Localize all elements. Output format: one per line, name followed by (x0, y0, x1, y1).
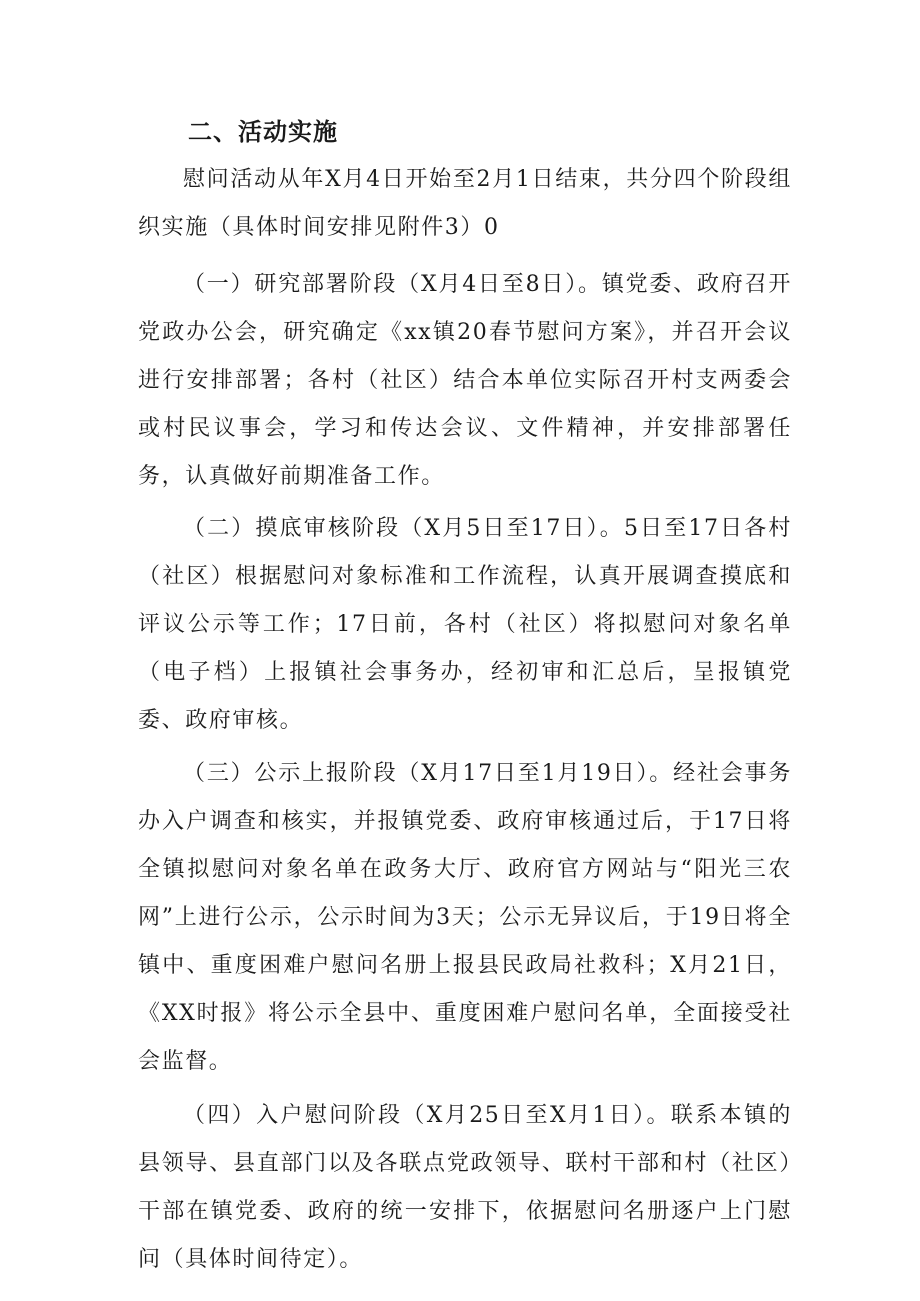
paragraph-stage-1: （一）研究部署阶段（X月4日至8日）。镇党委、政府召开党政办公会，研究确定《xx镇20春节慰问方案》，并召开会议进行安排部署；各村（社区）结合本单位实际召开村支两委会或村民议事会，学习和传达会议、文件精神，并安排部署任务，认真做好前期准备工作。 (138, 272, 792, 489)
paragraph-stage-3: （三）公示上报阶段（X月17日至1月19日）。经社会事务办入户调查和核实，并报镇党委、政府审核通过后，于17日将全镇拟慰问对象名单在政务大厅、政府官方网站与“阳光三农网”上进行公示，公示时间为3天；公示无异议后，于19日将全镇中、重度困难户慰问名册上报县民政局社救科；X月21日，《XX时报》将公示全县中、重度困难户慰问名单，全面接受社会监督。 (138, 761, 792, 1074)
paragraph-stage-4: （四）入户慰问阶段（X月25日至X月1日）。联系本镇的县领导、县直部门以及各联点党政领导、联村干部和村（社区）干部在镇党委、政府的统一安排下，依据慰问名册逐户上门慰问（具体时间待定）。 (138, 1103, 792, 1272)
paragraph-intro: 慰问活动从年X月4日开始至2月1日结束，共分四个阶段组织实施（具体时间安排见附件3）0 (138, 167, 792, 240)
paragraph-stage-2: （二）摸底审核阶段（X月5日至17日）。5日至17日各村（社区）根据慰问对象标准和工作流程，认真开展调查摸底和评议公示等工作；17日前，各村（社区）将拟慰问对象名单（电子档）上报镇社会事务办，经初审和汇总后，呈报镇党委、政府审核。 (138, 516, 792, 733)
section-heading: 二、活动实施 (188, 118, 338, 146)
